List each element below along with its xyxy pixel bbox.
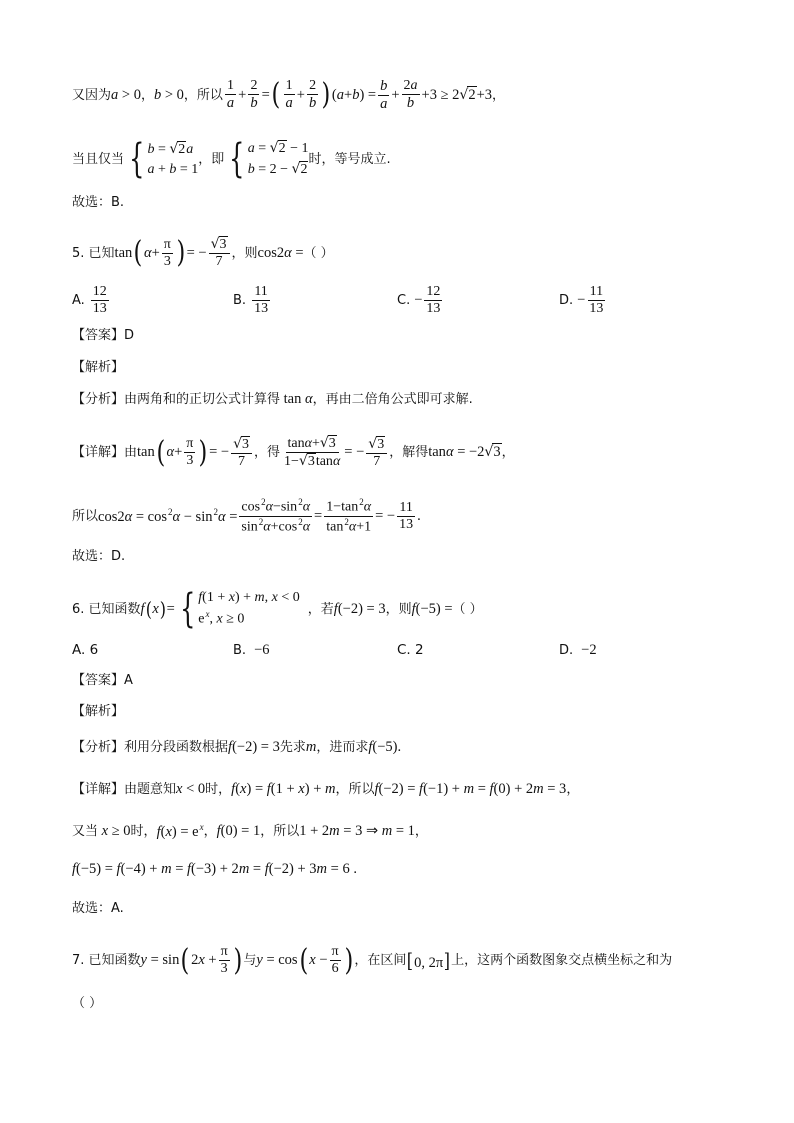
text: 与 [243, 953, 257, 969]
math: = [261, 86, 270, 103]
text: ，所以 [260, 823, 300, 839]
math: 1 + 2m = 3 ⇒ m = 1 [299, 822, 415, 839]
math: = − [375, 508, 396, 524]
math: (a+b) = [331, 86, 377, 103]
cases: f(1 + x) + m, x < 0 $e^x$, x ≥ 0 [198, 590, 300, 627]
text: ，若 [307, 601, 334, 617]
option-label: A. [72, 293, 85, 309]
math: tan α [280, 391, 313, 407]
fraction: $\frac{√3}{7}$ [209, 236, 230, 270]
answer-6 [72, 674, 133, 687]
math: a [111, 86, 119, 103]
fraction: $\frac{\pi}{3}$ [220, 944, 228, 977]
text: ，即 [198, 151, 225, 167]
math: + [238, 86, 247, 103]
question-6 [72, 586, 483, 633]
math: > 0 [118, 86, 141, 103]
text: ，则 [385, 601, 412, 617]
question-7 [72, 944, 672, 977]
math: f(−2) = 3 [228, 739, 280, 755]
text: （ ） [452, 601, 483, 617]
math: > 0 [161, 86, 184, 103]
answer-5 [72, 329, 134, 342]
text: 6. 已知函数 [72, 601, 141, 617]
text: ， [414, 823, 428, 839]
paren: ) [233, 942, 242, 978]
xiangjie-5 [72, 435, 515, 470]
math: tan [137, 444, 155, 461]
question-5 [72, 236, 334, 270]
answer-value: D [124, 328, 135, 343]
paren: ) [198, 434, 208, 470]
option-d[interactable] [559, 642, 597, 659]
num: 11 [588, 284, 605, 301]
f-minus-5 [72, 862, 357, 877]
text: ，解得 [389, 445, 429, 461]
math: y = cos [256, 952, 298, 969]
math: x < 0 [176, 781, 206, 797]
text: 上，这两个函数图象交点横坐标之和为 [451, 953, 673, 969]
text: 时，等号成立. [308, 151, 391, 167]
text: 先求 [279, 739, 306, 755]
math: +3 ≥ 2√2+3 [421, 86, 493, 103]
text: 又因为 [72, 87, 112, 103]
fenxi-5 [72, 392, 473, 407]
math: = − [209, 444, 230, 461]
math: α [166, 444, 175, 461]
paren: ( [271, 77, 281, 113]
math: 2x + [191, 952, 217, 969]
fraction [424, 284, 442, 317]
option-label: B. [233, 643, 247, 658]
den: 13 [589, 301, 604, 317]
math: f(−2) = 3 [333, 600, 386, 617]
text: 由两角和的正切公式计算得 [124, 391, 281, 407]
option-label: C. [397, 293, 411, 309]
question-7-paren: （ ） [72, 996, 103, 1011]
text: 所以 [72, 508, 99, 524]
paren: ( [299, 942, 308, 978]
math: cos2α = [257, 244, 304, 261]
text: （ ） [303, 245, 334, 261]
tag: 【分析】 [72, 739, 125, 755]
answer-value: A [124, 673, 133, 688]
tag: 【答案】 [72, 673, 125, 688]
option-label: B. [233, 293, 247, 309]
fraction: $\frac{2a}{b}$ [403, 78, 418, 112]
text: ，再由二倍角公式即可求解. [312, 391, 473, 407]
text: 当且仅当 [72, 151, 125, 167]
text: ，在区间 [354, 953, 407, 969]
option-b[interactable] [233, 642, 270, 659]
paren: ) [321, 77, 331, 113]
fraction: $\frac{2}{b}$ [308, 78, 317, 112]
math: x − [309, 952, 328, 969]
tag: 【详解】 [72, 781, 125, 797]
fraction: $\frac{\pi}{3}$ [163, 236, 171, 269]
math: = − [344, 444, 365, 461]
text: ，所以 [183, 87, 223, 103]
cases: b = √2a a + b = 1 [147, 140, 199, 177]
text: 由 [124, 445, 138, 461]
math: + [174, 444, 183, 461]
math: x [152, 600, 159, 617]
math: f(0) = 1 [216, 822, 261, 839]
brace: { [179, 586, 196, 633]
fraction [587, 284, 605, 317]
math: f(−5). [368, 739, 402, 755]
math: = − [186, 244, 207, 261]
option-label: D. [559, 643, 574, 658]
num: 12 [91, 284, 109, 301]
option-value: −2 [581, 642, 597, 658]
den: 13 [426, 301, 441, 317]
fraction: $\frac{11}{13}$ [399, 499, 414, 532]
option-c[interactable] [397, 284, 444, 317]
fraction: $\frac{\pi}{3}$ [186, 436, 194, 469]
text: ， [501, 445, 515, 461]
math: b [153, 86, 162, 103]
math: f(−2) = f(−1) + m = f(0) + 2m = 3 [374, 781, 567, 797]
math: [0, 2π] [407, 948, 451, 973]
text: 利用分段函数根据 [124, 739, 229, 755]
jiexi-6: 【解析】 [72, 704, 125, 719]
paren: ) [159, 597, 166, 622]
xiangjie-6 [72, 782, 579, 797]
math: y = sin [140, 952, 180, 969]
math: + [296, 86, 305, 103]
fraction: $\frac{1}{a}$ [226, 78, 235, 112]
brace: { [129, 136, 145, 183]
text: 又当 [72, 823, 99, 839]
text: 5. 已知 [72, 245, 115, 261]
fraction: $\frac{1-\tan^2\alpha}{\tan^2\alpha+1}$ [326, 497, 372, 535]
text: ， [492, 87, 506, 103]
fraction: $\frac{1}{a}$ [285, 78, 293, 112]
math: + [391, 86, 400, 103]
fraction: $\frac{2}{b}$ [250, 78, 258, 112]
math: = [314, 508, 323, 524]
text: ，进而求 [316, 739, 369, 755]
option-label: D. [559, 293, 574, 309]
fraction: $\frac{√3}{7}$ [231, 436, 252, 470]
math: . [349, 861, 357, 877]
den: 13 [254, 301, 269, 317]
math: f(x) = f(1 + x) + m [231, 781, 336, 797]
paren: ) [344, 942, 353, 978]
choose-b: 故选：B. [72, 195, 125, 210]
num: 11 [252, 284, 269, 301]
choose-a: 故选：A. [72, 901, 124, 916]
den: 13 [92, 301, 107, 317]
math: f [140, 600, 145, 617]
paren: ) [176, 235, 186, 271]
text: ， [566, 781, 580, 797]
option-a[interactable] [72, 284, 111, 317]
fraction [252, 284, 270, 317]
text: 时， [205, 781, 232, 797]
option-value: −6 [254, 642, 270, 658]
option-b[interactable] [233, 284, 272, 317]
fraction: $\frac{b}{a}$ [380, 78, 388, 112]
fraction [91, 284, 109, 317]
num: 12 [424, 284, 442, 301]
paren: ( [133, 235, 143, 271]
tag: 【详解】 [72, 445, 125, 461]
math: = [166, 600, 175, 617]
option-d[interactable] [559, 284, 607, 317]
cases: a = √2 − 1 b = 2 − √2 [247, 140, 309, 178]
line-2 [72, 138, 391, 181]
tag: 【分析】 [72, 391, 125, 407]
brace: { [229, 136, 245, 183]
tag: 【答案】 [72, 328, 125, 343]
math: + [151, 244, 160, 261]
option-c[interactable]: C. 2 [397, 642, 424, 658]
line-1 [72, 78, 505, 112]
math: tanα = −2√3 [428, 444, 501, 461]
math: tan [114, 244, 133, 261]
fraction: $\frac{\pi}{6}$ [331, 944, 339, 977]
math: x ≥ 0 [101, 822, 131, 839]
math: $f(x) = e^x$ [156, 822, 204, 840]
text: ， [203, 823, 217, 839]
paren: ( [156, 434, 166, 470]
math: $\cos 2\alpha = \cos^2\alpha - \sin^2\alpha$ = [98, 507, 238, 525]
fraction: $\frac{\cos^2\alpha-\sin^2\alpha}{\sin^2\alpha+\cos^2\alpha}$ [241, 497, 311, 535]
fenxi-6 [72, 740, 401, 755]
text: 时， [130, 823, 157, 839]
text: ，所以 [335, 781, 375, 797]
math: m [305, 739, 317, 755]
text: 由题意知 [124, 781, 177, 797]
text: ， [140, 87, 154, 103]
math: f(−5) = f(−4) + m = f(−3) + 2m = f(−2) + 3m = 6 [72, 861, 350, 877]
math: f(−5) = [411, 600, 453, 617]
option-a[interactable]: A. 6 [72, 642, 99, 658]
paren: ( [180, 942, 190, 978]
fraction: $\frac{\tan\alpha+√3}{1-√3\tan\alpha}$ [284, 435, 341, 470]
sign: − [414, 292, 423, 309]
line-again [72, 823, 428, 839]
fraction: $\frac{√3}{7}$ [366, 436, 387, 470]
math: α [143, 244, 152, 261]
choose-d: 故选：D. [72, 549, 126, 564]
sign: − [577, 292, 586, 309]
cos2-derivation [72, 497, 421, 536]
text: 7. 已知函数 [72, 953, 141, 969]
math: . [417, 508, 421, 524]
jiexi-5: 【解析】 [72, 360, 125, 375]
text: ，则 [231, 245, 258, 261]
text: ，得 [253, 445, 280, 461]
paren: ( [145, 597, 152, 622]
